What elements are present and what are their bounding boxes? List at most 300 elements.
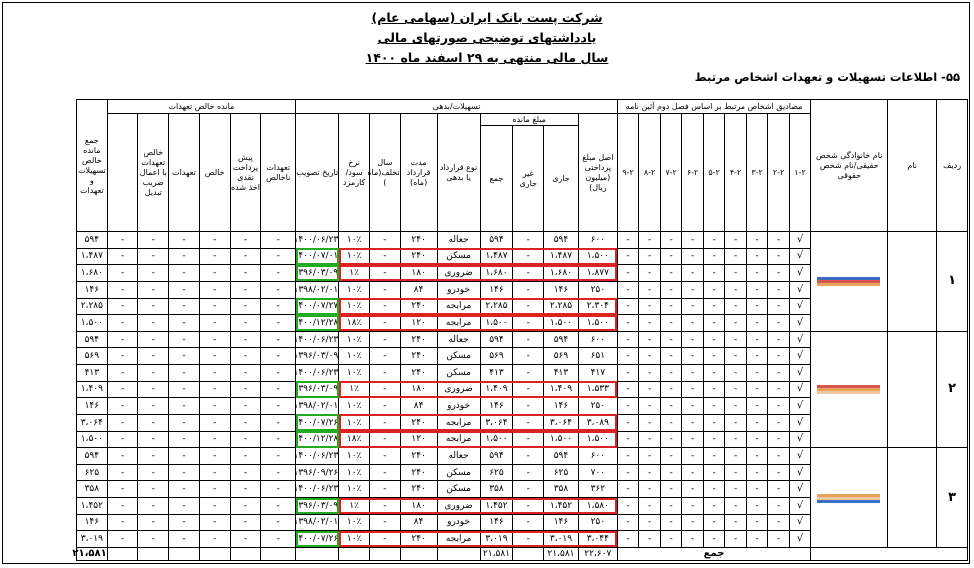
cell-current: ۱،۴۰۹ xyxy=(544,381,579,398)
example-empty: - xyxy=(639,381,661,398)
cell-type: ضروری xyxy=(437,265,480,282)
example-empty: - xyxy=(617,298,639,315)
example-empty: - xyxy=(768,398,790,415)
cell-duration: ۸۴ xyxy=(400,514,437,531)
example-empty: - xyxy=(660,365,682,382)
person-name-redacted xyxy=(888,448,937,548)
cell-noncurrent: - xyxy=(513,448,544,465)
example-empty: - xyxy=(682,248,704,265)
example-empty: - xyxy=(768,298,790,315)
cell-breach: - xyxy=(369,398,400,415)
commit-empty: - xyxy=(107,481,138,498)
example-empty: - xyxy=(639,431,661,448)
cell-noncurrent: - xyxy=(513,531,544,548)
col-example: ۹-۲ xyxy=(617,114,639,232)
commit-empty: - xyxy=(199,315,230,332)
related-parties-table xyxy=(4,99,968,561)
example-tick: √ xyxy=(789,448,811,465)
commit-empty: - xyxy=(169,398,200,415)
commit-empty: - xyxy=(261,531,296,548)
table-row xyxy=(5,232,968,249)
cell-rate: ۱۰٪ xyxy=(339,531,370,548)
cell-rate: ۱۰٪ xyxy=(339,464,370,481)
commit-empty: - xyxy=(107,381,138,398)
example-empty: - xyxy=(725,281,747,298)
commit-empty: - xyxy=(199,448,230,465)
example-empty: - xyxy=(768,248,790,265)
commit-empty: - xyxy=(261,381,296,398)
cell-principal: ۶۰۰ xyxy=(578,232,617,249)
example-empty: - xyxy=(768,448,790,465)
cell-total: ۵۹۴ xyxy=(480,448,513,465)
example-empty: - xyxy=(682,315,704,332)
commit-empty: - xyxy=(230,431,261,448)
cell-type: مرابحه xyxy=(437,531,480,548)
cell-current: ۱۴۶ xyxy=(544,514,579,531)
cell-rate: ۱۰٪ xyxy=(339,232,370,249)
cell-breach: - xyxy=(369,265,400,282)
cell-rate: ۱٪ xyxy=(339,265,370,282)
example-empty: - xyxy=(768,414,790,431)
example-empty: - xyxy=(682,431,704,448)
example-empty: - xyxy=(768,331,790,348)
cell-rate: ۱۰٪ xyxy=(339,365,370,382)
commit-empty: - xyxy=(107,348,138,365)
example-empty: - xyxy=(682,232,704,249)
example-empty: - xyxy=(725,248,747,265)
commit-empty: - xyxy=(169,298,200,315)
col-name: نام xyxy=(888,100,937,232)
cell-rate: ۱۰٪ xyxy=(339,414,370,431)
example-empty: - xyxy=(768,531,790,548)
cell-rate: ۱۸٪ xyxy=(339,315,370,332)
totals-empty xyxy=(400,547,437,560)
cell-grand-total: ۴۱۳ xyxy=(76,365,107,382)
cell-breach: - xyxy=(369,514,400,531)
cell-duration: ۱۸۰ xyxy=(400,498,437,515)
col-example: ۱-۲ xyxy=(789,114,811,232)
example-empty: - xyxy=(725,232,747,249)
example-empty: - xyxy=(617,414,639,431)
cell-breach: - xyxy=(369,464,400,481)
example-empty: - xyxy=(639,414,661,431)
example-empty: - xyxy=(682,481,704,498)
example-empty: - xyxy=(725,514,747,531)
example-empty: - xyxy=(682,331,704,348)
example-tick: √ xyxy=(789,498,811,515)
cell-rate: ۱۰٪ xyxy=(339,281,370,298)
commit-empty: - xyxy=(261,464,296,481)
cell-date: ۱۳۹۶/۰۹/۲۶ xyxy=(296,464,339,481)
example-empty: - xyxy=(703,298,725,315)
commit-empty: - xyxy=(261,498,296,515)
cell-principal: ۱،۵۸۰ xyxy=(578,498,617,515)
totals-empty xyxy=(339,547,370,560)
cell-duration: ۲۴۰ xyxy=(400,232,437,249)
cell-principal: ۱،۵۳۳ xyxy=(578,381,617,398)
example-empty: - xyxy=(725,498,747,515)
cell-date: ۱۳۹۸/۰۲/۰۱ xyxy=(296,514,339,531)
example-empty: - xyxy=(639,464,661,481)
commit-empty: - xyxy=(230,398,261,415)
example-empty: - xyxy=(768,315,790,332)
example-empty: - xyxy=(639,315,661,332)
commit-empty: - xyxy=(230,331,261,348)
cell-noncurrent: - xyxy=(513,348,544,365)
example-empty: - xyxy=(639,331,661,348)
col-rate: نرخ سود/کارمزد xyxy=(339,114,370,232)
example-empty: - xyxy=(682,448,704,465)
col-example: ۳-۲ xyxy=(746,114,768,232)
commit-empty: - xyxy=(230,298,261,315)
cell-current: ۱۴۶ xyxy=(544,398,579,415)
totals-empty xyxy=(296,547,339,560)
example-empty: - xyxy=(660,281,682,298)
commit-empty: - xyxy=(169,414,200,431)
commit-empty: - xyxy=(107,531,138,548)
example-tick: √ xyxy=(789,464,811,481)
cell-total: ۱۴۶ xyxy=(480,281,513,298)
cell-total: ۱،۵۰۰ xyxy=(480,431,513,448)
cell-type: خودرو xyxy=(437,398,480,415)
cell-current: ۱،۴۸۷ xyxy=(544,248,579,265)
commit-empty: - xyxy=(107,365,138,382)
cell-rate: ۱۰٪ xyxy=(339,248,370,265)
example-empty: - xyxy=(639,365,661,382)
commit-empty: - xyxy=(169,331,200,348)
commit-empty: - xyxy=(138,398,169,415)
cell-grand-total: ۱،۵۰۰ xyxy=(76,315,107,332)
cell-duration: ۲۴۰ xyxy=(400,481,437,498)
cell-noncurrent: - xyxy=(513,414,544,431)
commit-empty: - xyxy=(138,232,169,249)
col-principal: اصل مبلغ پرداختی (میلیون ریال) xyxy=(578,114,617,232)
totals-empty xyxy=(199,547,230,560)
totals-label: جمع xyxy=(617,547,811,560)
commit-empty: - xyxy=(107,265,138,282)
commit-empty: - xyxy=(107,514,138,531)
cell-noncurrent: - xyxy=(513,232,544,249)
col-duration: مدت قرارداد (ماه) xyxy=(400,114,437,232)
commit-empty: - xyxy=(169,531,200,548)
cell-breach: - xyxy=(369,232,400,249)
example-empty: - xyxy=(639,514,661,531)
cell-rate: ۱۰٪ xyxy=(339,398,370,415)
commit-empty: - xyxy=(261,398,296,415)
example-empty: - xyxy=(639,498,661,515)
col-example: ۷-۲ xyxy=(660,114,682,232)
example-empty: - xyxy=(746,414,768,431)
commit-empty: - xyxy=(138,248,169,265)
cell-principal: ۶۵۱ xyxy=(578,348,617,365)
cell-principal: ۱،۸۷۷ xyxy=(578,265,617,282)
cell-rate: ۱۰٪ xyxy=(339,331,370,348)
cell-type: مسکن xyxy=(437,464,480,481)
totals-balance: ۲۱،۵۸۱ xyxy=(480,547,513,560)
example-empty: - xyxy=(746,298,768,315)
cell-current: ۱،۴۵۲ xyxy=(544,498,579,515)
example-empty: - xyxy=(703,365,725,382)
cell-principal: ۳،۰۸۹ xyxy=(578,414,617,431)
example-empty: - xyxy=(660,448,682,465)
example-empty: - xyxy=(746,331,768,348)
cell-principal: ۷۰۰ xyxy=(578,464,617,481)
cell-noncurrent: - xyxy=(513,398,544,415)
cell-noncurrent: - xyxy=(513,431,544,448)
commit-empty: - xyxy=(138,514,169,531)
commit-empty: - xyxy=(169,464,200,481)
cell-principal: ۱،۵۰۰ xyxy=(578,315,617,332)
commit-empty: - xyxy=(169,232,200,249)
cell-breach: - xyxy=(369,448,400,465)
document-header xyxy=(0,8,974,68)
cell-type: مرابحه xyxy=(437,414,480,431)
commit-empty: - xyxy=(169,265,200,282)
example-empty: - xyxy=(617,531,639,548)
cell-breach: - xyxy=(369,431,400,448)
cell-noncurrent: - xyxy=(513,464,544,481)
cell-duration: ۲۴۰ xyxy=(400,531,437,548)
cell-grand-total: ۲،۲۸۵ xyxy=(76,298,107,315)
cell-total: ۵۹۴ xyxy=(480,232,513,249)
cell-breach: - xyxy=(369,414,400,431)
totals-noncurrent xyxy=(513,547,544,560)
cell-noncurrent: - xyxy=(513,281,544,298)
cell-current: ۴۱۳ xyxy=(544,365,579,382)
commit-empty: - xyxy=(230,315,261,332)
example-empty: - xyxy=(746,464,768,481)
example-empty: - xyxy=(768,281,790,298)
totals-label-spacer xyxy=(811,547,968,560)
example-empty: - xyxy=(617,281,639,298)
cell-type: مرابحه xyxy=(437,315,480,332)
cell-breach: - xyxy=(369,381,400,398)
cell-type: جعاله xyxy=(437,448,480,465)
row-number: ۳ xyxy=(937,448,968,548)
cell-current: ۱،۶۸۰ xyxy=(544,265,579,282)
cell-date: ۱۴۰۰/۱۲/۲۸ xyxy=(296,431,339,448)
cell-type: مسکن xyxy=(437,248,480,265)
cell-total: ۲،۲۸۵ xyxy=(480,298,513,315)
example-empty: - xyxy=(746,398,768,415)
example-empty: - xyxy=(746,348,768,365)
example-empty: - xyxy=(639,298,661,315)
example-tick: √ xyxy=(789,531,811,548)
commit-empty: - xyxy=(261,281,296,298)
totals-empty xyxy=(369,547,400,560)
commit-empty: - xyxy=(199,331,230,348)
cell-breach: - xyxy=(369,498,400,515)
cell-type: جعاله xyxy=(437,331,480,348)
cell-date: ۱۴۰۰/۰۶/۲۳ xyxy=(296,481,339,498)
cell-breach: - xyxy=(369,315,400,332)
example-empty: - xyxy=(725,381,747,398)
cell-total: ۵۶۹ xyxy=(480,348,513,365)
commit-empty: - xyxy=(138,498,169,515)
cell-grand-total: ۵۶۹ xyxy=(76,348,107,365)
cell-duration: ۲۴۰ xyxy=(400,464,437,481)
cell-breach: - xyxy=(369,281,400,298)
commit-empty: - xyxy=(230,381,261,398)
cell-principal: ۴۱۷ xyxy=(578,365,617,382)
cell-duration: ۲۴۰ xyxy=(400,348,437,365)
cell-total: ۴۱۳ xyxy=(480,365,513,382)
example-empty: - xyxy=(617,365,639,382)
cell-grand-total: ۱،۴۰۹ xyxy=(76,381,107,398)
example-empty: - xyxy=(617,464,639,481)
example-tick: √ xyxy=(789,248,811,265)
cell-date: ۱۴۰۰/۰۷/۰۱ xyxy=(296,248,339,265)
commit-empty: - xyxy=(230,232,261,249)
commit-empty: - xyxy=(138,464,169,481)
example-empty: - xyxy=(617,498,639,515)
cell-noncurrent: - xyxy=(513,381,544,398)
cell-grand-total: ۱۴۶ xyxy=(76,514,107,531)
commit-empty: - xyxy=(169,498,200,515)
totals-empty xyxy=(169,547,200,560)
example-tick: √ xyxy=(789,414,811,431)
example-empty: - xyxy=(617,265,639,282)
example-empty: - xyxy=(746,431,768,448)
cell-duration: ۲۴۰ xyxy=(400,331,437,348)
commit-empty: - xyxy=(107,331,138,348)
col-row-no: ردیف xyxy=(937,100,968,232)
cell-duration: ۲۴۰ xyxy=(400,365,437,382)
example-empty: - xyxy=(768,498,790,515)
example-empty: - xyxy=(725,414,747,431)
cell-duration: ۲۴۰ xyxy=(400,298,437,315)
commit-empty: - xyxy=(107,498,138,515)
example-empty: - xyxy=(682,348,704,365)
cell-date: ۱۴۰۰/۰۶/۲۳ xyxy=(296,448,339,465)
cell-type: جعاله xyxy=(437,232,480,249)
cell-grand-total: ۱،۴۵۲ xyxy=(76,498,107,515)
cell-date: ۱۴۰۰/۰۶/۲۳ xyxy=(296,232,339,249)
example-empty: - xyxy=(682,464,704,481)
cell-type: مرابحه xyxy=(437,298,480,315)
example-empty: - xyxy=(617,398,639,415)
example-empty: - xyxy=(725,431,747,448)
commit-empty: - xyxy=(261,232,296,249)
cell-principal: ۳،۰۴۴ xyxy=(578,531,617,548)
totals-grand: ۲۱،۵۸۱ xyxy=(72,547,107,559)
col-balance-group: مبلغ مانده xyxy=(480,114,578,126)
cell-principal: ۲،۳۰۴ xyxy=(578,298,617,315)
col-facilities-group: تسهیلات/بدهی xyxy=(296,100,618,114)
commit-empty: - xyxy=(261,431,296,448)
commit-empty: - xyxy=(230,481,261,498)
cell-duration: ۲۴۰ xyxy=(400,414,437,431)
col-breach-year: سال تخلف(ماه ) xyxy=(369,114,400,232)
cell-principal: ۶۰۰ xyxy=(578,331,617,348)
commit-empty: - xyxy=(107,398,138,415)
example-empty: - xyxy=(682,281,704,298)
commit-empty: - xyxy=(199,381,230,398)
example-empty: - xyxy=(725,331,747,348)
cell-rate: ۱۰٪ xyxy=(339,514,370,531)
commit-empty: - xyxy=(199,531,230,548)
commit-empty: - xyxy=(107,448,138,465)
commit-empty: - xyxy=(230,248,261,265)
cell-date: ۱۳۹۸/۰۲/۰۱ xyxy=(296,281,339,298)
example-empty: - xyxy=(703,315,725,332)
cell-date: ۱۴۰۰/۱۲/۲۸ xyxy=(296,315,339,332)
cell-grand-total: ۳،۰۶۴ xyxy=(76,414,107,431)
commit-empty: - xyxy=(199,498,230,515)
col-approval-date: تاریخ تصویب xyxy=(296,114,339,232)
example-empty: - xyxy=(768,365,790,382)
example-empty: - xyxy=(725,315,747,332)
commit-empty: - xyxy=(199,514,230,531)
commit-empty: - xyxy=(199,298,230,315)
example-empty: - xyxy=(746,281,768,298)
commit-empty: - xyxy=(199,431,230,448)
example-empty: - xyxy=(768,265,790,282)
table-row xyxy=(5,331,968,348)
cell-total: ۱،۴۰۹ xyxy=(480,381,513,398)
cell-grand-total: ۵۹۴ xyxy=(76,331,107,348)
col-example: ۶-۲ xyxy=(682,114,704,232)
totals-row xyxy=(5,547,968,560)
example-empty: - xyxy=(725,531,747,548)
example-empty: - xyxy=(725,348,747,365)
example-empty: - xyxy=(746,514,768,531)
example-empty: - xyxy=(660,531,682,548)
cell-principal: ۶۰۰ xyxy=(578,448,617,465)
cell-current: ۳،۰۶۴ xyxy=(544,414,579,431)
cell-rate: ۱۰٪ xyxy=(339,348,370,365)
example-empty: - xyxy=(682,414,704,431)
example-empty: - xyxy=(617,448,639,465)
cell-current: ۵۹۴ xyxy=(544,232,579,249)
commit-empty: - xyxy=(261,315,296,332)
totals-empty xyxy=(230,547,261,560)
commit-empty: - xyxy=(107,414,138,431)
commit-empty: - xyxy=(199,348,230,365)
commit-empty: - xyxy=(261,365,296,382)
example-empty: - xyxy=(746,498,768,515)
commit-empty: - xyxy=(199,398,230,415)
cell-duration: ۲۴۰ xyxy=(400,248,437,265)
col-grand-total: جمع مانده خالص تسهیلات و تعهدات xyxy=(76,100,107,232)
example-empty: - xyxy=(660,431,682,448)
cell-grand-total: ۱،۶۸۰ xyxy=(76,265,107,282)
redaction-mark xyxy=(817,391,880,394)
cell-grand-total: ۳۵۸ xyxy=(76,481,107,498)
example-empty: - xyxy=(639,531,661,548)
example-empty: - xyxy=(725,398,747,415)
example-empty: - xyxy=(703,464,725,481)
cell-current: ۶۲۵ xyxy=(544,464,579,481)
col-c-prepay: پیش پرداخت نقدی اخذ شده xyxy=(230,114,261,232)
cell-breach: - xyxy=(369,481,400,498)
cell-principal: ۲۵۰ xyxy=(578,398,617,415)
commit-empty: - xyxy=(230,265,261,282)
cell-total: ۳،۰۶۴ xyxy=(480,414,513,431)
commit-empty: - xyxy=(169,365,200,382)
example-empty: - xyxy=(682,531,704,548)
example-tick: √ xyxy=(789,431,811,448)
table-row xyxy=(5,448,968,465)
cell-total: ۱۴۶ xyxy=(480,398,513,415)
example-empty: - xyxy=(768,348,790,365)
commit-empty: - xyxy=(138,448,169,465)
example-empty: - xyxy=(660,265,682,282)
commit-empty: - xyxy=(169,315,200,332)
cell-grand-total: ۵۹۴ xyxy=(76,448,107,465)
cell-total: ۱،۶۸۰ xyxy=(480,265,513,282)
example-empty: - xyxy=(682,398,704,415)
